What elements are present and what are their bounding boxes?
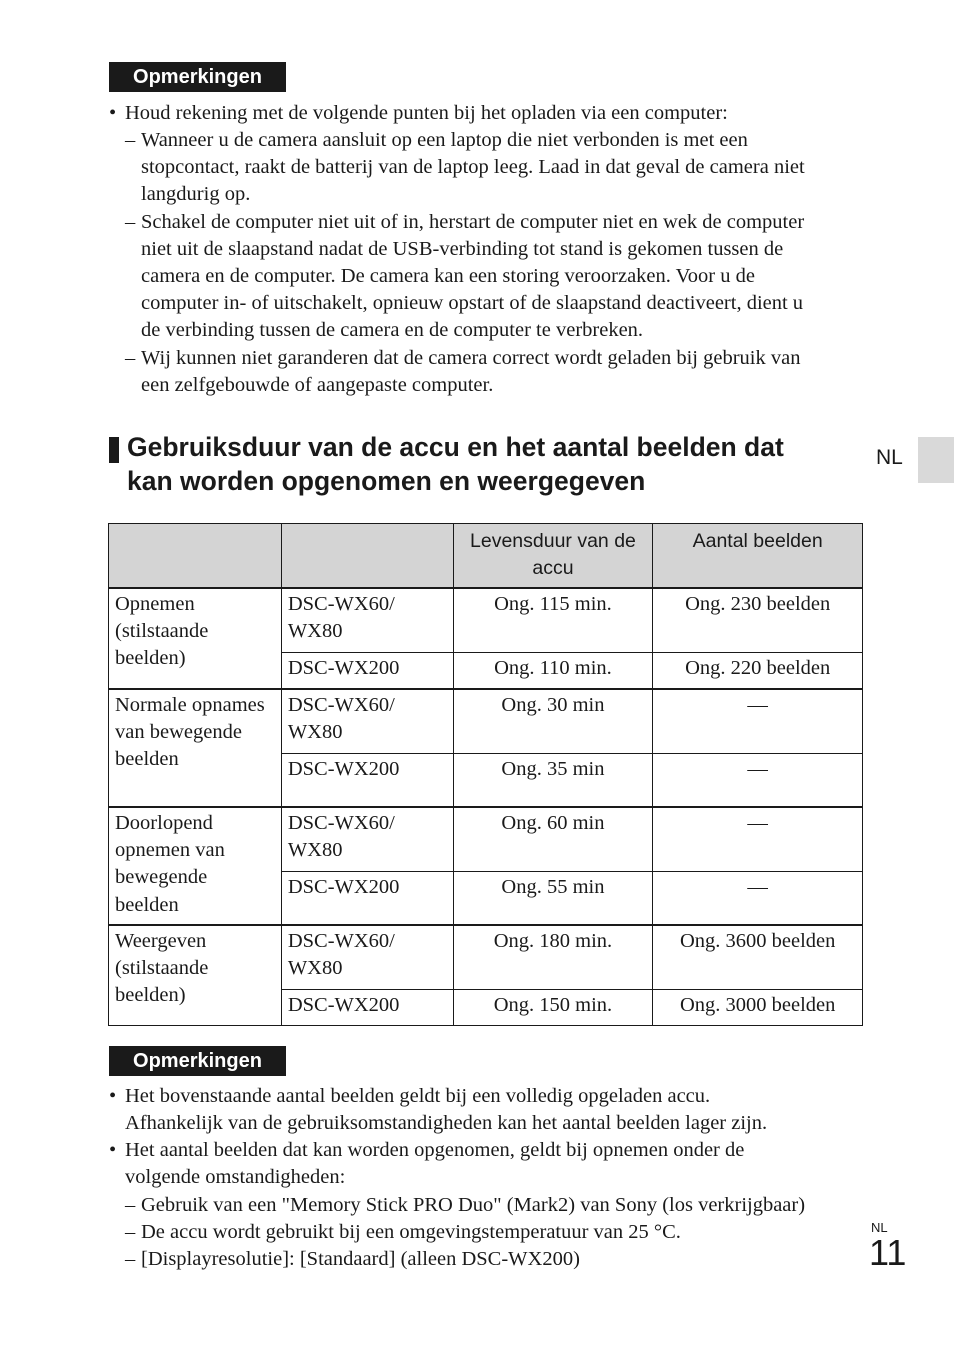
notes-badge-bottom: Opmerkingen [109,1046,286,1076]
model-cell: DSC-WX200 [281,989,453,1025]
duration-cell: Ong. 180 min. [453,925,653,989]
table-header [281,524,453,589]
bullet-mark: • [109,1085,117,1107]
duration-cell: Ong. 115 min. [453,588,653,652]
category-cell: Normale opnames van bewegende beelden [109,689,282,807]
images-cell: Ong. 3000 beelden [653,989,863,1025]
footer-language: NL [871,1220,888,1235]
duration-cell: Ong. 35 min [453,753,653,807]
duration-cell: Ong. 30 min [453,689,653,753]
model-cell: DSC-WX60/ WX80 [281,689,453,753]
page-number: 11 [869,1232,907,1273]
images-cell: Ong. 230 beelden [653,588,863,652]
dash-mark: – [125,1248,136,1270]
note-line: niet uit de slaapstand nadat de USB-verbinding tot stand is gekomen tussen de [141,238,784,260]
notes-top-intro: Houd rekening met de volgende punten bij het opladen via een computer: [125,102,728,124]
note-line: Schakel de computer niet uit of in, herstart de computer niet en wek de computer [141,211,805,233]
images-cell: Ong. 3600 beelden [653,925,863,989]
table-header [109,524,282,589]
images-cell: — [653,753,863,807]
table-header-row [109,524,863,589]
bullet-mark: • [109,102,117,124]
dash-mark: – [125,129,136,151]
note-line: De accu wordt gebruikt bij een omgevingstemperatuur van 25 °C. [141,1221,681,1243]
note-line: Het aantal beelden dat kan worden opgenomen, geldt bij opnemen onder de [125,1139,745,1161]
images-cell: Ong. 220 beelden [653,652,863,689]
note-line: stopcontact, raakt de batterij van de laptop leeg. Laad in dat geval de camera niet [141,156,805,178]
note-line: een zelfgebouwde of aangepaste computer. [141,374,494,396]
battery-table [108,523,863,1026]
heading-marker [109,437,119,463]
note-line: Het bovenstaande aantal beelden geldt bij een volledig opgeladen accu. [125,1085,711,1107]
model-cell: DSC-WX200 [281,652,453,689]
dash-mark: – [125,1221,136,1243]
model-cell: DSC-WX200 [281,871,453,925]
language-tab [918,437,954,483]
table-row [109,588,863,652]
table-header: Aantal beelden [653,524,863,589]
category-cell: Opnemen (stilstaande beelden) [109,588,282,689]
note-line: Wanneer u de camera aansluit op een laptop die niet verbonden is met een [141,129,748,151]
dash-mark: – [125,1194,136,1216]
category-cell: Doorlopend opnemen van bewegende beelden [109,807,282,925]
language-tab-label: NL [876,446,903,469]
section-heading [127,430,857,498]
note-line: camera en de computer. De camera kan een storing veroorzaken. Voor u de [141,265,755,287]
note-line: volgende omstandigheden: [125,1166,346,1188]
note-line: Gebruik van een "Memory Stick PRO Duo" (Mark2) van Sony (los verkrijgbaar) [141,1194,806,1216]
note-line: Wij kunnen niet garanderen dat de camera correct wordt geladen bij gebruik van [141,347,801,369]
table-header: Levensduur van de accu [453,524,653,589]
note-line: langdurig op. [141,183,251,205]
heading-line: kan worden opgenomen en weergegeven [127,466,646,496]
model-cell: DSC-WX60/ WX80 [281,925,453,989]
duration-cell: Ong. 55 min [453,871,653,925]
duration-cell: Ong. 110 min. [453,652,653,689]
duration-cell: Ong. 150 min. [453,989,653,1025]
images-cell: — [653,871,863,925]
heading-line: Gebruiksduur van de accu en het aantal beelden dat [127,432,784,462]
note-line: [Displayresolutie]: [Standaard] (alleen DSC-WX200) [141,1248,580,1270]
dash-mark: – [125,347,136,369]
notes-badge-top: Opmerkingen [109,62,286,92]
table-row [109,925,863,989]
category-cell: Weergeven (stilstaande beelden) [109,925,282,1025]
model-cell: DSC-WX200 [281,753,453,807]
model-cell: DSC-WX60/ WX80 [281,588,453,652]
note-line: computer in- of uitschakelt, opnieuw opstart of de slaapstand deactiveert, dient u [141,292,804,314]
images-cell: — [653,689,863,753]
duration-cell: Ong. 60 min [453,807,653,871]
bullet-mark: • [109,1139,117,1161]
table-row [109,807,863,871]
images-cell: — [653,807,863,871]
table-row [109,689,863,753]
dash-mark: – [125,211,136,233]
note-line: Afhankelijk van de gebruiksomstandigheden kan het aantal beelden lager zijn. [125,1112,768,1134]
model-cell: DSC-WX60/ WX80 [281,807,453,871]
note-line: de verbinding tussen de camera en de computer te verbreken. [141,319,644,341]
